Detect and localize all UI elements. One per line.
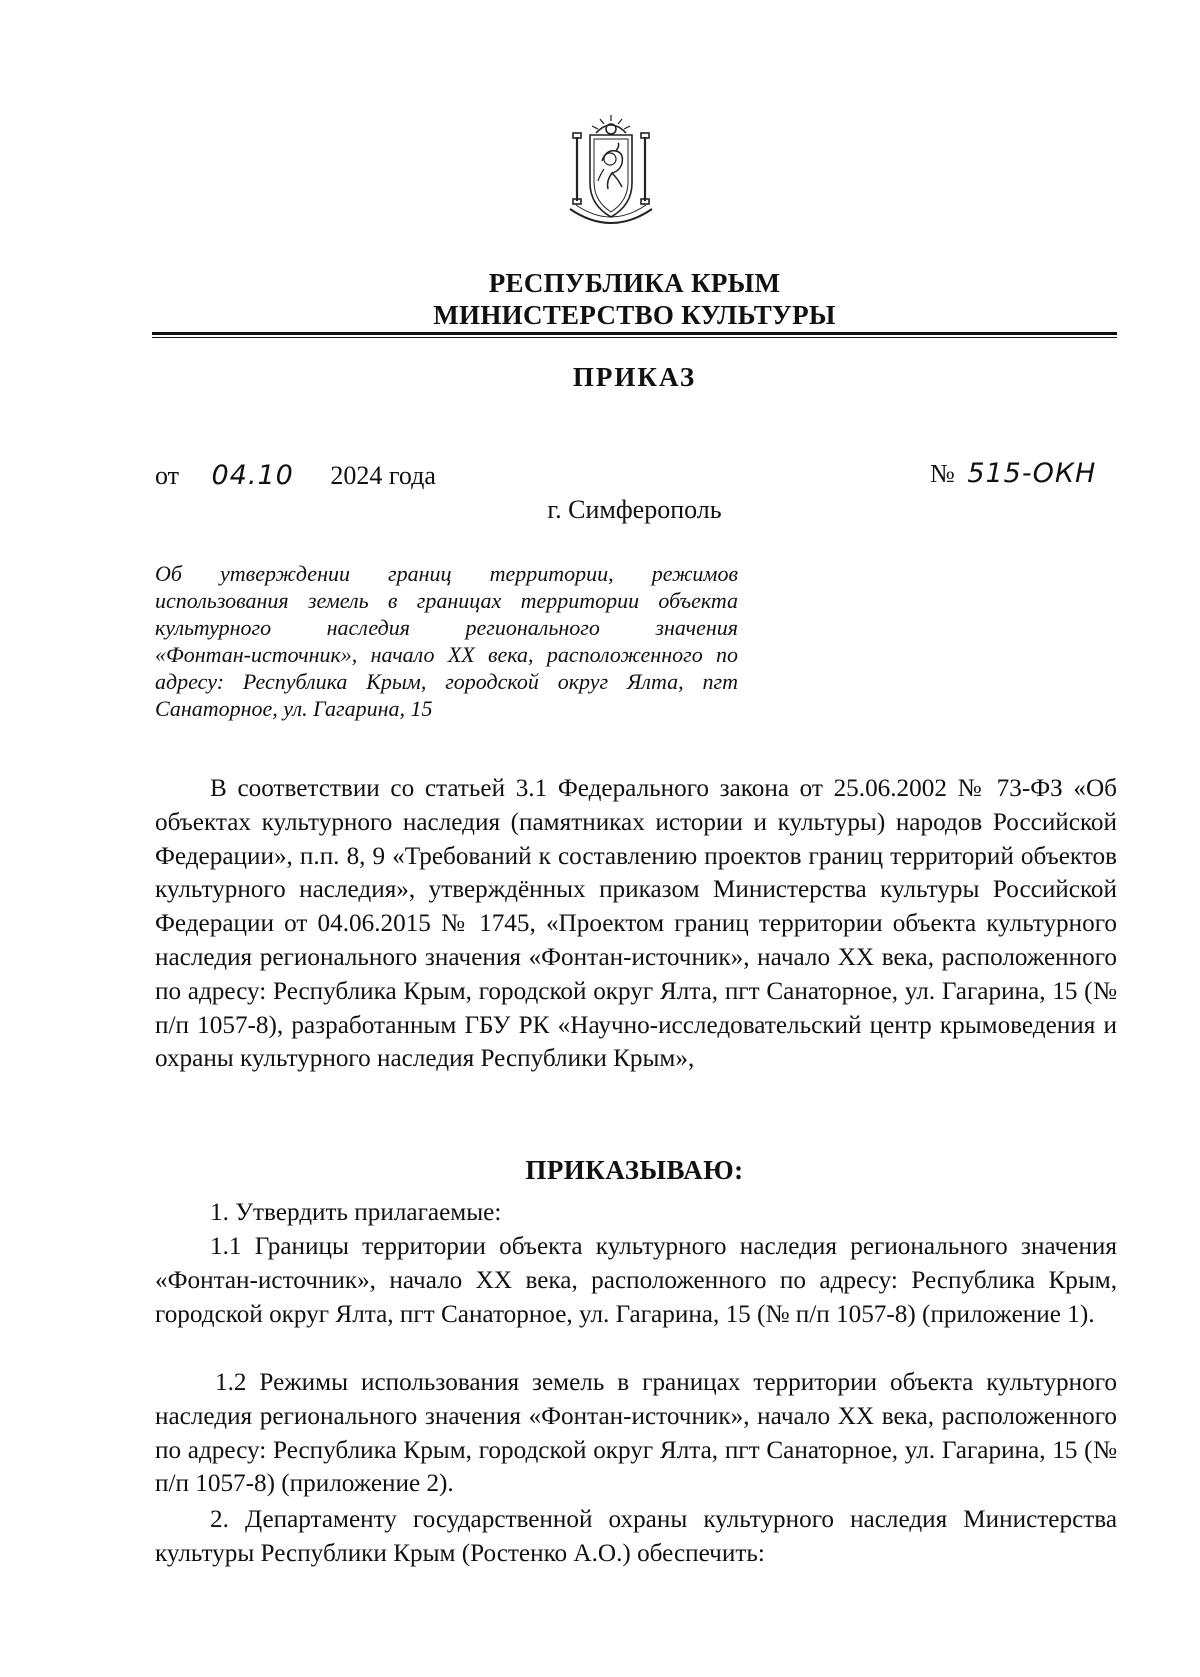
document-subject — [155, 560, 738, 722]
subject-line: использования земель в границах территории объекта — [155, 588, 738, 613]
ministry-title: МИНИСТЕРСТВО КУЛЬТУРЫ — [433, 300, 836, 330]
document-type: ПРИКАЗ — [572, 362, 697, 392]
order-item-2: 2. Департаменту государственной охраны культурного наследия Министерства культуры Республики Крым (Ростенко А.О.) обеспечить: — [155, 1506, 1117, 1567]
document-date — [155, 460, 436, 491]
subject-line: Санаторное, ул. Гагарина, 15 — [155, 696, 433, 721]
date-year: 2024 года — [330, 461, 436, 490]
order-item-1-1: 1.1 Границы территории объекта культурного наследия регионального значения «Фонтан-источник», начало XX века, расположенного по адресу: Республика Крым, городской округ Ялта, пгт Санаторное, ул. Гагарина, 15 (№ п/п 1057-8) (приложение 1). — [155, 1233, 1117, 1328]
date-prefix: от — [155, 461, 180, 490]
order-heading: ПРИКАЗЫВАЮ: — [525, 1155, 744, 1185]
crimea-coat-of-arms-icon — [560, 113, 662, 229]
order-item-1-2: 1.2 Режимы использования земель в границах территории объекта культурного наследия регионального значения «Фонтан-источник», начало XX века, расположенного по адресу: Республика Крым, городской округ Ялта, пгт Санаторное, ул. Гагарина, 15 (№ п/п 1057-8) (приложение 2). — [155, 1369, 1117, 1498]
subject-line: адресу: Республика Крым, городской округ Ялта, пгт — [155, 669, 738, 694]
subject-line: культурного наследия регионального значения — [155, 615, 738, 640]
number-prefix: № — [930, 459, 955, 488]
document-city: г. Симферополь — [547, 495, 722, 524]
header-rule-thick — [152, 332, 1117, 335]
subject-line: Об утверждении границ территории, режимов — [155, 561, 738, 586]
republic-title: РЕСПУБЛИКА КРЫМ — [488, 268, 781, 298]
number-handwritten: 515-ОКН — [967, 458, 1097, 489]
document-number — [930, 458, 1096, 489]
subject-line: «Фонтан-источник», начало XX века, расположенного по — [155, 642, 738, 667]
date-handwritten: 04.10 — [211, 460, 294, 491]
preamble-paragraph: В соответствии со статьей 3.1 Федерального закона от 25.06.2002 № 73-ФЗ «Об объектах культурного наследия (памятниках истории и культуры) народов Российской Федерации», п.п. 8, 9 «Требований к составлению проектов границ территорий объектов культурного наследия», утверждённых приказом Министерства культуры Российской Федерации от 04.06.2015 № 1745, «Проектом границ территории объекта культурного наследия регионального значения «Фонтан-источник», начало XX века, расположенного по адресу: Республика Крым, городской округ Ялта, пгт Санаторное, ул. Гагарина, 15 (№ п/п 1057-8), разработанным ГБУ РК «Научно-исследовательский центр крымоведения и охраны культурного наследия Республики Крым», — [155, 775, 1117, 1073]
order-item-1: 1. Утвердить прилагаемые: — [210, 1199, 502, 1226]
header-rule-thin — [152, 337, 1117, 338]
